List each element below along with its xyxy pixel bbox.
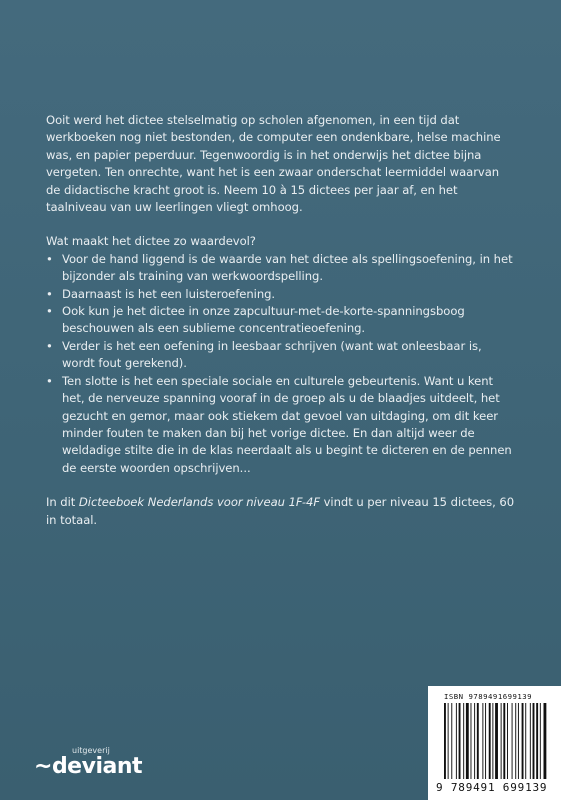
publisher-name-text: deviant xyxy=(51,754,143,779)
bullet-list xyxy=(46,251,516,477)
list-item xyxy=(46,338,516,373)
bullet-icon: • xyxy=(46,373,53,388)
closing-paragraph xyxy=(46,494,516,529)
closing-before: In dit xyxy=(46,495,79,510)
isbn-label: ISBN 9789491699139 xyxy=(444,692,533,701)
bullet-icon: • xyxy=(46,286,53,301)
book-title: Dicteeboek Nederlands voor niveau 1F-4F xyxy=(78,495,320,510)
blurb-text xyxy=(46,112,516,529)
tilde-icon: ~ xyxy=(34,754,52,779)
list-item-text: Verder is het een oefening in leesbaar schrijven (want wat onleesbaar is, wordt fout gerekend). xyxy=(62,338,482,371)
list-item-text: Daarnaast is het een luisteroefening. xyxy=(62,286,276,301)
list-item-text: Ten slotte is het een speciale sociale en culturele gebeurtenis. Want u kent het, de nerveuze spanning vooraf in de groep als u de blaadjes uitdeelt, het gezucht en gemor, maar ook stiekem dat gevoel van uitdaging, om dit keer minder fouten te maken dan bij het vorige dictee. En dan altijd weer de weldadige stilte die in de klas neerdaalt als u begint te dicteren en de pennen de eerste woorden opschrijven... xyxy=(62,373,512,475)
barcode-number: 9 789491 699139 xyxy=(436,781,548,794)
list-item xyxy=(46,303,516,338)
intro-paragraph: Ooit werd het dictee stelselmatig op scholen afgenomen, in een tijd dat werkboeken nog niet bestonden, de computer een ondenkbare, helse machine was, en papier peperduur. Tegenwoordig is in het onderwijs het dictee bijna vergeten. Ten onrechte, want het is een zwaar onderschat leermiddel waarvan de didactische kracht groot is. Neem 10 à 15 dictees per jaar af, en het taalniveau van uw leerlingen vliegt omhoog. xyxy=(46,113,501,215)
bullet-icon: • xyxy=(46,338,53,353)
publisher-small-label: uitgeverij xyxy=(72,746,110,755)
publisher-name xyxy=(34,754,142,779)
publisher-logo xyxy=(34,746,143,788)
list-item-text: Voor de hand liggend is de waarde van het dictee als spellingsoefening, in het bijzonder als training van werkwoordspelling. xyxy=(62,251,513,284)
list-item-text: Ook kun je het dictee in onze zapcultuur-met-de-korte-spanningsboog beschouwen als een sublieme concentratieoefening. xyxy=(62,304,465,336)
barcode-icon xyxy=(444,703,548,779)
question-heading: Wat maakt het dictee zo waardevol? xyxy=(46,234,256,249)
list-item xyxy=(46,251,516,286)
bullet-icon: • xyxy=(46,304,53,319)
barcode-panel xyxy=(428,686,561,800)
bullet-icon: • xyxy=(46,251,53,266)
closing-after: vindt u per niveau 15 dictees, 60 in totaal. xyxy=(46,495,515,527)
list-item xyxy=(46,373,516,477)
list-item xyxy=(46,286,516,303)
